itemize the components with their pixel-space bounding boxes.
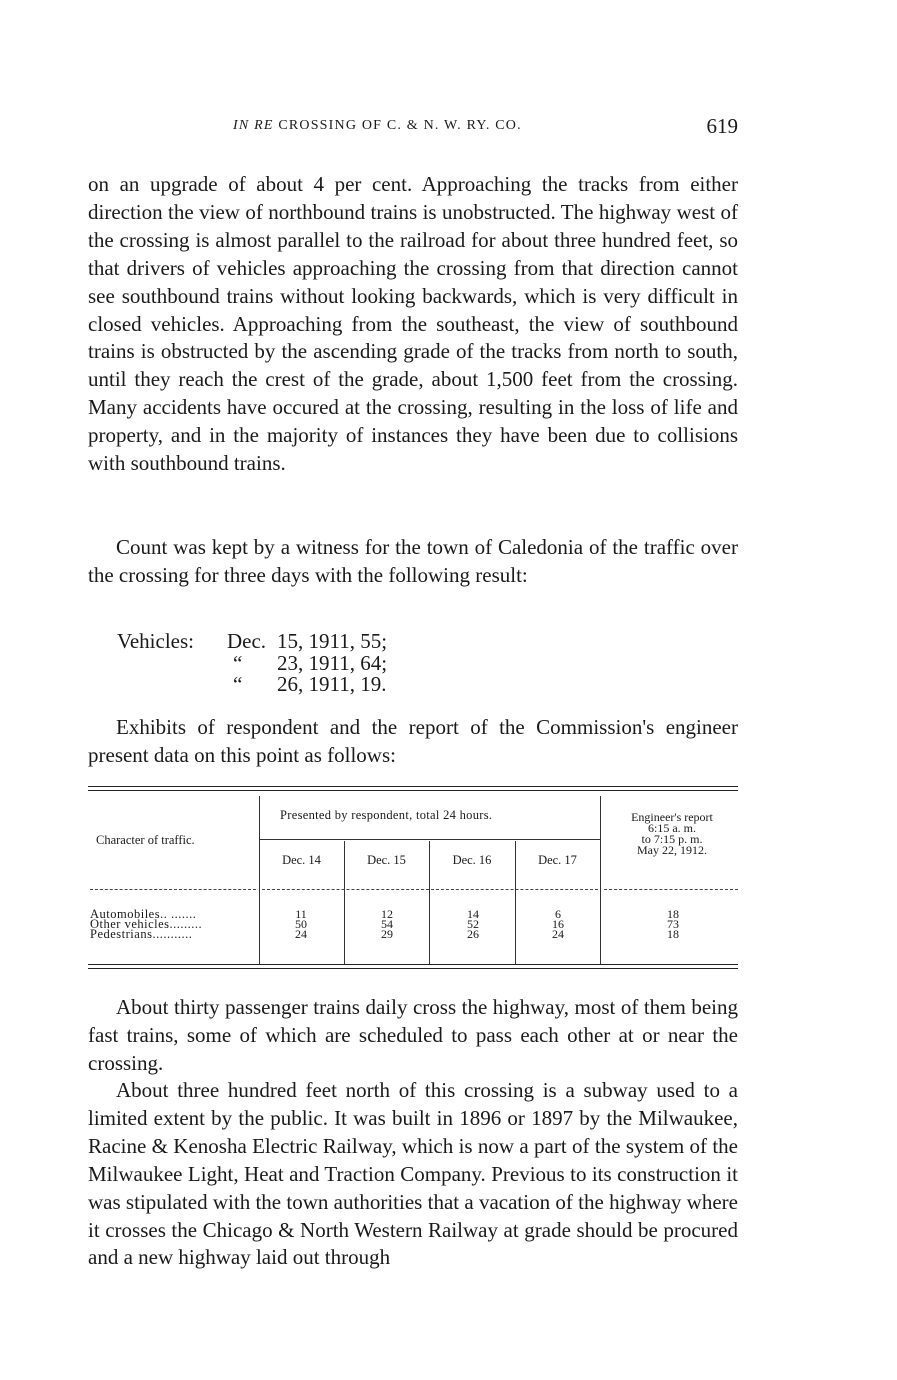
running-head [233, 118, 522, 134]
engineer-header-line: to 7:15 p. m. [641, 832, 703, 846]
header-separator [90, 889, 256, 890]
paragraph-2 [88, 534, 738, 590]
header-separator [262, 889, 598, 890]
page-number: 619 [706, 114, 738, 138]
table-top-rule-inner [88, 790, 738, 791]
engineer-header [606, 812, 738, 856]
engineer-header-line: May 22, 1912. [637, 843, 707, 857]
row-label: Pedestrians [90, 927, 153, 941]
table-cell: 26 [467, 927, 479, 941]
respondent-group-header: Presented by respondent, total 24 hours. [280, 808, 493, 822]
ditto-mark: “ [233, 672, 243, 696]
running-head-rest: CROSSING OF C. & N. W. RY. CO. [278, 118, 522, 133]
row-leader: .. ....... [160, 907, 197, 921]
paragraph-4-text: About thirty passenger trains daily cross the highway, most of them being fast trains, some of which are scheduled to pass each other at or near the crossing. [88, 995, 738, 1075]
ditto-mark: “ [233, 650, 243, 675]
table-cell: 6 [555, 907, 561, 921]
row-label: Other vehicles [90, 917, 170, 931]
paragraph-2-text: Count was kept by a witness for the town of Caledonia of the traffic over the crossing for three days with the following result: [88, 535, 738, 587]
col-divider [259, 796, 260, 964]
table-cell: 54 [381, 917, 393, 931]
vehicles-month: Dec. [227, 629, 267, 653]
paragraph-5 [88, 1077, 738, 1272]
row-label: Automobiles [90, 907, 161, 921]
table-cell: 18 [667, 907, 679, 921]
table-cell: 24 [552, 927, 564, 941]
table-cell: 16 [552, 917, 564, 931]
vehicle-count-value: 26, 1911, 19. [277, 672, 387, 696]
traffic-column-header: Character of traffic. [96, 833, 195, 847]
row-leader: ......... [169, 917, 203, 931]
paragraph-1-text: on an upgrade of about 4 per cent. Approaching the tracks from either direction the view of northbound trains is unobstructed. The highway west of the crossing is almost parallel to the railroad for about three hundred feet, so that drivers of vehicles approaching the crossing from that direction cannot see southbound trains without looking backwards, which is very difficult in closed vehicles. Approaching from the southeast, the view of southbound trains is obstructed by the ascending grade of the tracks from north to south, until they reach the crest of the grade, about 1,500 feet from the crossing. Many accidents have occured at the crossing, resulting in the loss of life and property, and in the majority of instances they have been due to collisions with southbound trains. [88, 172, 738, 476]
table-cell: 50 [295, 917, 307, 931]
table-cell: 24 [295, 927, 307, 941]
table-row-label [90, 929, 192, 939]
date-header: Dec. 14 [282, 853, 321, 867]
col-divider [600, 796, 601, 964]
traffic-table [88, 786, 738, 972]
engineer-header-line: Engineer's report [631, 810, 713, 824]
header-separator [604, 889, 738, 890]
table-bottom-rule [88, 968, 738, 969]
row-leader: ........... [152, 927, 193, 941]
table-bottom-rule-inner [88, 964, 738, 965]
table-top-rule [88, 786, 738, 787]
date-header: Dec. 15 [367, 853, 406, 867]
table-cell: 12 [381, 907, 393, 921]
vehicle-count-value: 23, 1911, 64; [277, 650, 388, 675]
table-cell: 14 [467, 907, 479, 921]
paragraph-3 [88, 714, 738, 770]
paragraph-1 [88, 171, 738, 478]
table-cell: 52 [467, 917, 479, 931]
group-header-rule [259, 839, 600, 840]
table-cell: 73 [667, 917, 679, 931]
running-head-italic: IN RE [233, 118, 274, 133]
paragraph-4 [88, 994, 738, 1078]
date-header: Dec. 16 [452, 853, 492, 867]
vehicles-label: Vehicles: [117, 629, 194, 653]
table-cell: 29 [381, 927, 393, 941]
paragraph-5-text: About three hundred feet north of this crossing is a subway used to a limited extent by the public. It was built in 1896 or 1897 by the Milwaukee, Racine & Kenosha Electric Railway, which is now a part of the system of the Milwaukee Light, Heat and Traction Company. Previous to its construction it was stipulated with the town authorities that a vacation of the highway where it crosses the Chicago & North Western Railway at grade should be procured and a new highway laid out through [88, 1078, 738, 1270]
page-header [88, 114, 738, 144]
table-cell: 18 [667, 927, 679, 941]
engineer-header-line: 6:15 a. m. [648, 821, 696, 835]
table-cell: 11 [295, 907, 307, 921]
paragraph-3-text: Exhibits of respondent and the report of the Commission's engineer present data on this point as follows: [88, 715, 738, 767]
date-header: Dec. 17 [538, 853, 577, 867]
vehicle-count-value: 15, 1911, 55; [277, 629, 388, 653]
